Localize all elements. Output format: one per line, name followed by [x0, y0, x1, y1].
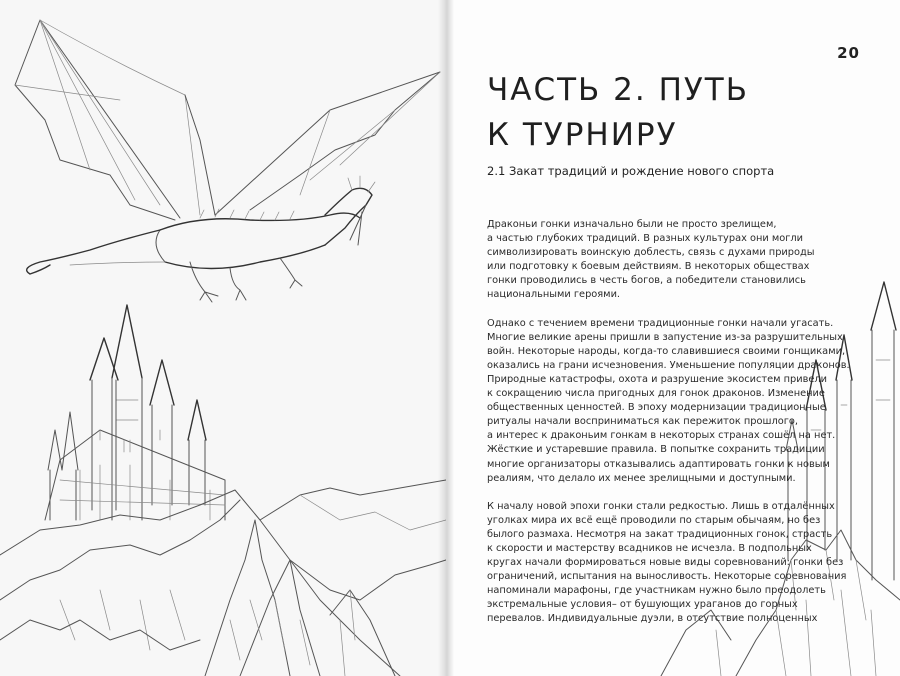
text-line: к сокращению числа пригодных для гонок драконов. Изменение [487, 388, 825, 400]
text-line: Природные катастрофы, охота и разрушение экосистем привели [487, 373, 828, 385]
chapter-title-line-2: К ТУРНИРУ [487, 117, 678, 153]
text-line: уголках мира их всё ещё проводили по старым обычаям, но без [487, 514, 821, 526]
page-number: 20 [837, 44, 860, 62]
paragraph-3 [487, 500, 847, 627]
body-text [487, 218, 850, 641]
text-line: экстремальные условия– от бушующих ураганов до горных [487, 599, 798, 611]
book-gutter-shadow [438, 0, 454, 676]
text-line: многие организаторы отказывались адаптировать гонки к новым [487, 458, 830, 470]
text-line: К началу новой эпохи гонки стали редкостью. Лишь в отдалённых [487, 500, 835, 512]
text-line: или подготовку к боевым действиям. В некоторых обществах [487, 261, 810, 273]
text-line: ограничений, испытания на выносливость. Некоторые соревнования [487, 571, 847, 583]
right-page-text [446, 0, 900, 676]
text-line: оказались на грани исчезновения. Уменьшение популяции драконов. [487, 359, 850, 371]
text-line: былого размаха. Несмотря на закат традиционных гонок, страсть [487, 528, 833, 540]
dragon-castle-illustration [0, 0, 446, 676]
text-line: гонки проводились в честь богов, а победители становились [487, 275, 806, 287]
text-line: Однако с течением времени традиционные гонки начали угасать. [487, 317, 834, 329]
text-line: Драконьи гонки изначально были не просто зрелищем, [487, 219, 777, 230]
text-line: кругах начали формироваться новые виды соревнований: гонки без [487, 557, 844, 569]
chapter-title-line-1: ЧАСТЬ 2. ПУТЬ [487, 72, 749, 108]
text-line: а интерес к драконьим гонкам в некоторых странах сошёл на нет. [487, 430, 836, 442]
paragraph-2 [487, 317, 850, 486]
text-line: национальными героями. [487, 289, 621, 301]
text-line: Жёсткие и устаревшие правила. В попытке сохранить традиции [487, 444, 825, 456]
text-line: напоминали марафоны, где участникам нужно было преодолеть [487, 585, 826, 597]
mountains-drawing [0, 480, 446, 676]
text-line: ритуалы начали восприниматься как пережиток прошлого, [487, 416, 798, 428]
chapter-title [487, 68, 847, 158]
dragon-drawing [15, 20, 440, 302]
castle-drawing [45, 305, 225, 520]
text-line: а частью глубоких традиций. В разных культурах они могли [487, 233, 804, 245]
text-line: общественных ценностей. В эпоху модернизации традиционные [487, 402, 826, 414]
text-line: Многие великие арены пришли в запустение из-за разрушительных [487, 331, 843, 343]
text-line: реалиям, что делало их менее зрелищными и доступными. [487, 472, 796, 484]
text-line: символизировать воинскую доблесть, связь с духами природы [487, 247, 815, 259]
text-line: к скорости и мастерству всадников не исчезла. В подпольных [487, 542, 812, 554]
left-page-illustration [0, 0, 446, 676]
text-line: войн. Некоторые народы, когда-то славившиеся своими гонщиками, [487, 345, 846, 357]
section-title: 2.1 Закат традиций и рождение нового спорта [487, 164, 775, 178]
paragraph-1 [487, 218, 842, 303]
text-line: перевалов. Индивидуальные дуэли, в отсутствие полноценных [487, 613, 818, 625]
